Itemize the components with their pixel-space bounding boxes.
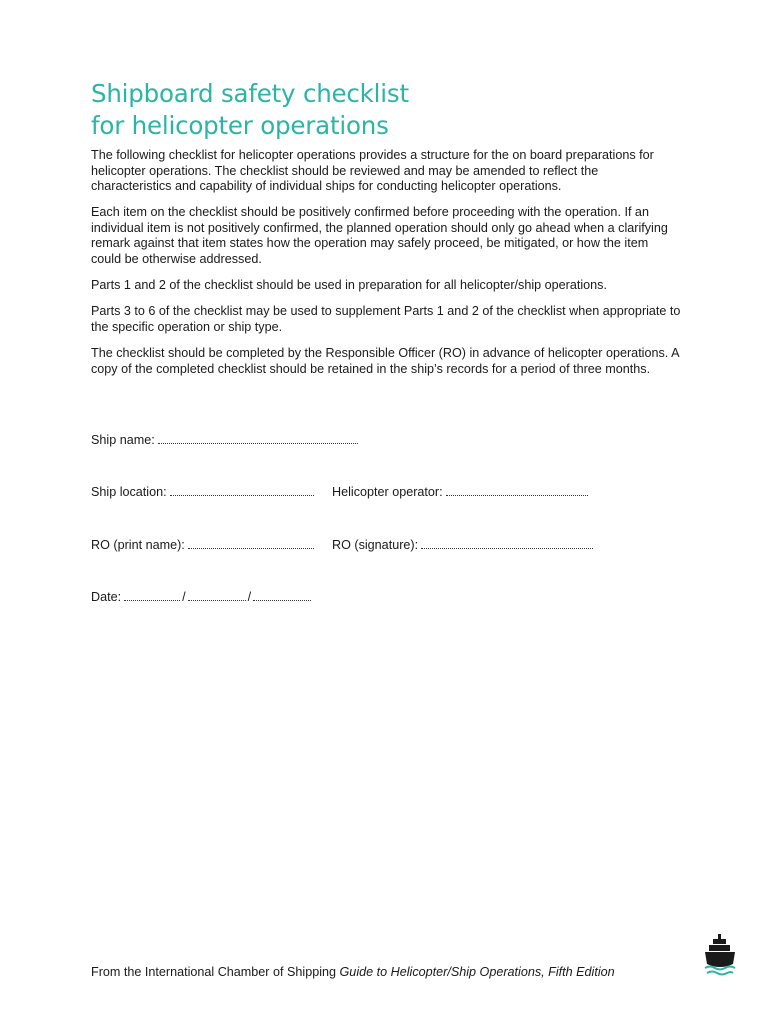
intro-text <box>91 148 681 388</box>
paragraph-1: The following checklist for helicopter operations provides a structure for the on board preparations for helicopter operations. The checklist should be reviewed and may be amended to reflect the characteristics and capability of individual ships for conducting helicopter operations. <box>91 148 654 194</box>
footer-publication-title: Guide to Helicopter/Ship Operations, Fifth Edition <box>339 965 615 979</box>
page-title-line-1: Shipboard safety checklist <box>91 79 409 108</box>
ro-signature-row <box>332 537 593 553</box>
ship-name-row <box>91 432 358 448</box>
ship-icon <box>702 934 738 980</box>
date-day-field[interactable] <box>124 589 180 601</box>
paragraph-2: Each item on the checklist should be positively confirmed before proceeding with the operation. If an individual item is not positively confirmed, the planned operation should only go ahead when a clarifying remark against that item states how the operation may safely proceed, be mitigated, or how the item could be otherwise addressed. <box>91 205 668 267</box>
paragraph-3: Parts 1 and 2 of the checklist should be used in preparation for all helicopter/ship operations. <box>91 278 607 293</box>
ro-print-name-label: RO (print name): <box>91 538 185 552</box>
helicopter-operator-row <box>332 484 588 500</box>
ship-name-field[interactable] <box>158 432 358 444</box>
ship-location-row <box>91 484 314 500</box>
paragraph-4: Parts 3 to 6 of the checklist may be used to supplement Parts 1 and 2 of the checklist when appropriate to the specific operation or ship type. <box>91 304 681 334</box>
ship-location-label: Ship location: <box>91 485 167 499</box>
date-year-field[interactable] <box>253 589 311 601</box>
page-title-line-2: for helicopter operations <box>91 111 389 140</box>
ro-signature-field[interactable] <box>421 537 593 549</box>
paragraph-5: The checklist should be completed by the Responsible Officer (RO) in advance of helicopter operations. A copy of the completed checklist should be retained in the ship’s records for a period of three months. <box>91 345 679 376</box>
page-title <box>91 78 409 142</box>
ship-name-label: Ship name: <box>91 433 155 447</box>
ship-location-field[interactable] <box>170 484 314 496</box>
date-label: Date: <box>91 590 122 604</box>
date-separator-1: / <box>182 590 186 604</box>
date-month-field[interactable] <box>188 589 246 601</box>
helicopter-operator-label: Helicopter operator: <box>332 485 443 499</box>
ro-print-name-row <box>91 537 314 553</box>
date-row <box>91 589 311 605</box>
source-footer <box>91 964 615 980</box>
ro-signature-label: RO (signature): <box>332 538 419 552</box>
helicopter-operator-field[interactable] <box>446 484 588 496</box>
date-separator-2: / <box>247 590 252 604</box>
ro-print-name-field[interactable] <box>188 537 314 549</box>
footer-prefix: From the International Chamber of Shipping <box>91 965 340 979</box>
